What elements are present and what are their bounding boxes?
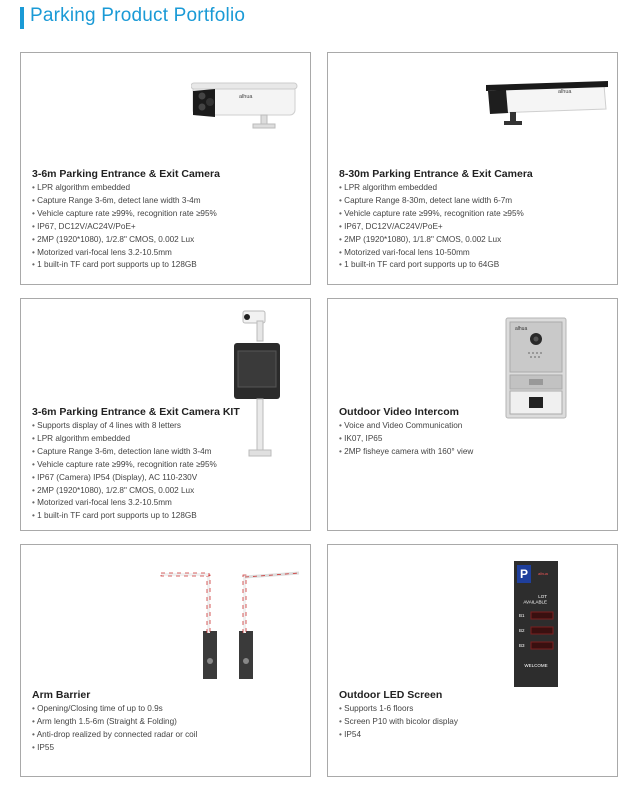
page-title: Parking Product Portfolio: [30, 5, 246, 26]
title-accent-bar: [20, 7, 24, 29]
feature-item: • 1 built-in TF card port supports up to 64GB: [339, 259, 524, 272]
feature-list: [32, 703, 197, 755]
feature-list: [339, 182, 524, 272]
feature-item: • IP54: [339, 729, 458, 742]
feature-item: • Supports 1-6 floors: [339, 703, 458, 716]
product-card-3-6m-camera: [20, 52, 311, 285]
feature-item: • IP67, DC12V/AC24V/PoE+: [339, 221, 524, 234]
feature-item: • IK07, IP65: [339, 433, 473, 446]
screen-brand: alhua: [538, 571, 548, 576]
product-card-intercom: [327, 298, 618, 531]
feature-item: • Supports display of 4 lines with 8 letters: [32, 420, 217, 433]
feature-item: • 1 built-in TF card port supports up to 128GB: [32, 510, 217, 523]
feature-item: • LPR algorithm embedded: [32, 433, 217, 446]
product-title: 3-6m Parking Entrance & Exit Camera: [32, 168, 220, 180]
feature-item: • Voice and Video Communication: [339, 420, 473, 433]
product-card-8-30m-camera: [327, 52, 618, 285]
product-title: 8-30m Parking Entrance & Exit Camera: [339, 168, 533, 180]
feature-item: • 2MP (1920*1080), 1/2.8" CMOS, 0.002 Lux: [32, 234, 217, 247]
feature-list: [339, 703, 458, 742]
product-title: Outdoor Video Intercom: [339, 406, 459, 418]
feature-list: [32, 182, 217, 272]
camera-kit-image: [227, 307, 295, 461]
intercom-logo: alhua: [515, 326, 528, 332]
feature-item: • LPR algorithm embedded: [32, 182, 217, 195]
feature-item: • Screen P10 with bicolor display: [339, 716, 458, 729]
screen-heading: LOT AVAILABLE: [523, 594, 547, 605]
feature-item: • IP67, DC12V/AC24V/PoE+: [32, 221, 217, 234]
lot-label: B3: [519, 643, 525, 648]
product-card-arm-barrier: [20, 544, 311, 777]
feature-item: • Opening/Closing time of up to 0.9s: [32, 703, 197, 716]
feature-item: • Motorized vari-focal lens 10-50mm: [339, 247, 524, 260]
feature-item: • Vehicle capture rate ≥99%, recognition rate ≥95%: [32, 208, 217, 221]
feature-list: [339, 420, 473, 459]
feature-item: • IP67 (Camera) IP54 (Display), AC 110-230V: [32, 472, 217, 485]
intercom-image: [505, 317, 567, 419]
lot-label: B2: [519, 628, 525, 633]
feature-item: • Arm length 1.5-6m (Straight & Folding): [32, 716, 197, 729]
camera-logo: alhua: [558, 89, 572, 95]
feature-item: • LPR algorithm embedded: [339, 182, 524, 195]
feature-item: • Motorized vari-focal lens 3.2-10.5mm: [32, 497, 217, 510]
feature-item: • 2MP (1920*1080), 1/1.8" CMOS, 0.002 Lux: [339, 234, 524, 247]
feature-item: • Capture Range 3-6m, detect lane width 3-4m: [32, 195, 217, 208]
feature-item: • Vehicle capture rate ≥99%, recognition rate ≥95%: [339, 208, 524, 221]
bullet-camera-image: [191, 77, 301, 133]
product-title: 3-6m Parking Entrance & Exit Camera KIT: [32, 406, 240, 418]
screen-welcome: WELCOME: [524, 663, 548, 668]
parking-p-icon: P: [520, 567, 529, 581]
lot-label: B1: [519, 613, 525, 618]
feature-item: • IP55: [32, 742, 197, 755]
feature-item: • Capture Range 8-30m, detect lane width 6-7m: [339, 195, 524, 208]
product-title: Outdoor LED Screen: [339, 689, 443, 701]
feature-item: • Vehicle capture rate ≥99%, recognition rate ≥95%: [32, 459, 217, 472]
arm-barrier-image: [155, 565, 305, 683]
feature-item: • 1 built-in TF card port supports up to 128GB: [32, 259, 217, 272]
product-title: Arm Barrier: [32, 689, 91, 701]
feature-item: • Anti-drop realized by connected radar or coil: [32, 729, 197, 742]
feature-list: [32, 420, 217, 523]
camera-logo: alhua: [239, 94, 253, 100]
feature-item: • Motorized vari-focal lens 3.2-10.5mm: [32, 247, 217, 260]
product-card-led-screen: [327, 544, 618, 777]
feature-item: • Capture Range 3-6m, detection lane width 3-4m: [32, 446, 217, 459]
led-screen-image: [514, 561, 558, 689]
feature-item: • 2MP (1920*1080), 1/2.8" CMOS, 0.002 Lux: [32, 485, 217, 498]
product-card-camera-kit: [20, 298, 311, 531]
long-range-camera-image: [486, 79, 610, 131]
feature-item: • 2MP fisheye camera with 160° view: [339, 446, 473, 459]
